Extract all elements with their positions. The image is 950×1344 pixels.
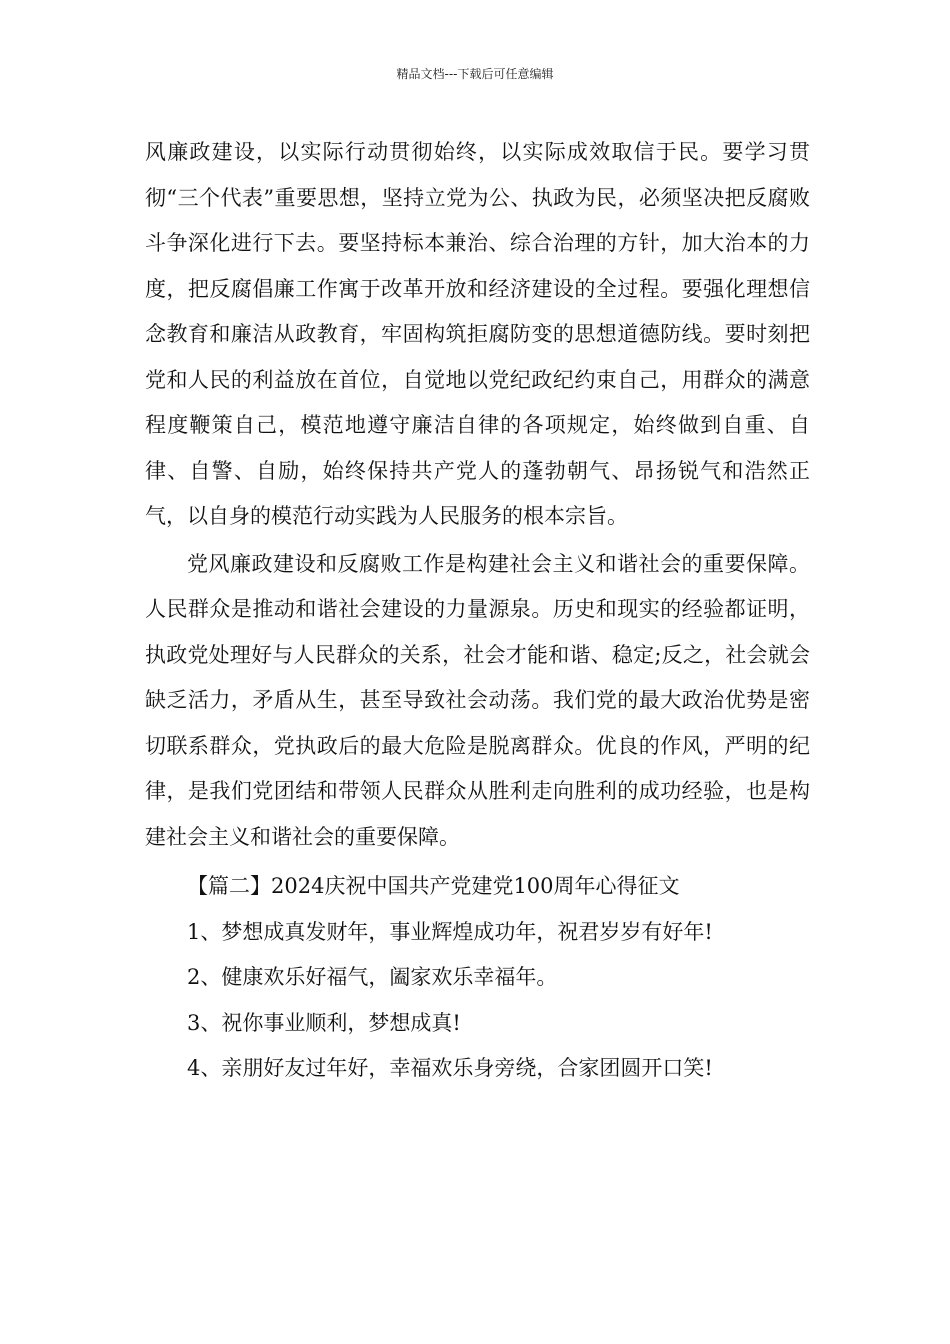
list-item: 1、梦想成真发财年，事业辉煌成功年，祝君岁岁有好年!	[187, 919, 713, 944]
list-item: 4、亲朋好友过年好，幸福欢乐身旁绕，合家团圆开口笑!	[187, 1056, 713, 1080]
paragraph-1: 风廉政建设，以实际行动贯彻始终，以实际成效取信于民。要学习贯彻“三个代表”重要思想，坚持立党为公、执政为民，必须坚决把反腐败斗争深化进行下去。要坚持标本兼治、综合治理的方针，加大治本的力度，把反腐倡廉工作寓于改革开放和经济建设的全过程。要强化理想信念教育和廉洁从政教育，牢固构筑拒腐防变的思想道德防线。要时刻把党和人民的利益放在首位，自觉地以党纪政纪约束自己，用群众的满意程度鞭策自己，模范地遵守廉洁自律的各项规定，始终做到自重、自律、自警、自励，始终保持共产党人的蓬勃朝气、昂扬锐气和浩然正气，以自身的模范行动实践为人民服务的根本宗旨。	[145, 140, 810, 528]
list-item: 2、健康欢乐好福气，阖家欢乐幸福年。	[187, 965, 558, 989]
section-heading: 【篇二】2024庆祝中国共产党建党100周年心得征文	[187, 874, 680, 898]
page-header: 精品文档---下载后可任意编辑	[396, 67, 554, 81]
document-body	[145, 130, 810, 1092]
list-item: 3、祝你事业顺利，梦想成真!	[187, 1010, 461, 1035]
paragraph-2: 党风廉政建设和反腐败工作是构建社会主义和谐社会的重要保障。人民群众是推动和谐社会建设的力量源泉。历史和现实的经验都证明，执政党处理好与人民群众的关系，社会才能和谐、稳定;反之，社会就会缺乏活力，矛盾从生，甚至导致社会动荡。我们党的最大政治优势是密切联系群众，党执政后的最大危险是脱离群众。优良的作风，严明的纪律，是我们党团结和带领人民群众从胜利走向胜利的成功经验，也是构建社会主义和谐社会的重要保障。	[145, 551, 810, 849]
